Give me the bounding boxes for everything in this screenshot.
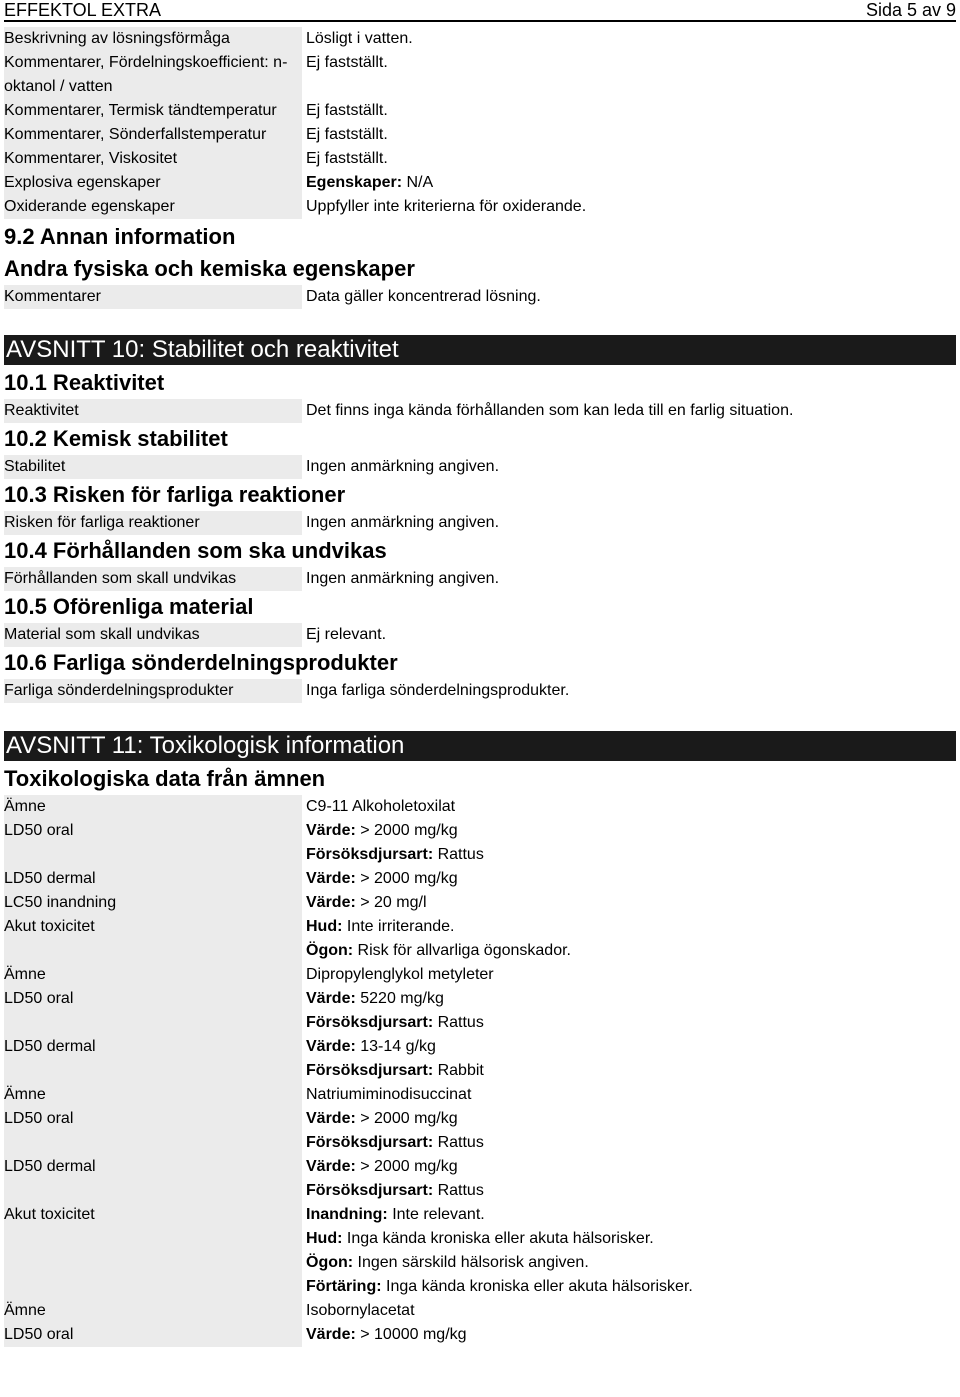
value-text: > 2000 mg/kg (355, 1158, 458, 1175)
toxicology-line (306, 1323, 956, 1347)
property-label: Risken för farliga reaktioner (4, 511, 302, 535)
toxicology-row (4, 1107, 956, 1155)
toxicology-line (306, 915, 956, 939)
property-row (4, 99, 956, 123)
property-label: Kommentarer, Termisk tändtemperatur (4, 99, 302, 123)
property-label: Farliga sönderdelningsprodukter (4, 679, 302, 703)
toxicology-value (306, 963, 956, 987)
toxicology-row (4, 1083, 956, 1107)
toxicology-label: LD50 dermal (4, 1035, 302, 1083)
property-row (4, 123, 956, 147)
property-row (4, 679, 956, 703)
value-text: Dipropylenglykol metyleter (306, 966, 494, 983)
value-key: Värde: (306, 1158, 356, 1175)
property-label: Explosiva egenskaper (4, 171, 302, 195)
subsection-heading: 10.1 Reaktivitet (4, 370, 165, 395)
value-text: > 2000 mg/kg (355, 822, 458, 839)
property-value: Ingen anmärkning angiven. (306, 570, 500, 587)
property-row (4, 147, 956, 171)
toxicology-row (4, 1155, 956, 1203)
value-key: Försöksdjursart: (306, 1182, 434, 1199)
value-key: Försöksdjursart: (306, 1134, 434, 1151)
toxicology-value (306, 1323, 956, 1347)
toxicology-line (306, 1275, 956, 1299)
subsection-heading: 10.6 Farliga sönderdelningsprodukter (4, 650, 398, 675)
value-text: Inga kända kroniska eller akuta hälsorisker. (381, 1278, 693, 1295)
toxicology-line (306, 1227, 956, 1251)
value-text: > 2000 mg/kg (355, 1110, 458, 1127)
property-row (4, 27, 956, 51)
toxicology-label: LD50 oral (4, 1323, 302, 1347)
toxicology-line (306, 1155, 956, 1179)
toxicology-line (306, 987, 956, 1011)
property-value: Ingen anmärkning angiven. (306, 514, 500, 531)
property-row (4, 195, 956, 219)
property-value: Det finns inga kända förhållanden som kan leda till en farlig situation. (306, 402, 794, 419)
property-row (4, 285, 956, 309)
toxicology-label: LD50 oral (4, 1107, 302, 1155)
subsection-heading: 10.2 Kemisk stabilitet (4, 426, 228, 451)
property-row (4, 171, 956, 195)
value-text: > 10000 mg/kg (355, 1326, 467, 1343)
property-row (4, 511, 956, 535)
toxicology-row (4, 1035, 956, 1083)
toxicology-line (306, 1083, 956, 1107)
property-value: Ingen anmärkning angiven. (306, 458, 500, 475)
toxicology-value (306, 1299, 956, 1323)
value-text: > 20 mg/l (355, 894, 427, 911)
toxicology-label: LD50 dermal (4, 867, 302, 891)
section-11-title: AVSNITT 11: Toxikologisk information (4, 731, 956, 761)
value-text: Lösligt i vatten. (306, 30, 413, 47)
toxicology-line (306, 1179, 956, 1203)
value-text: Uppfyller inte kriterierna för oxiderande. (306, 198, 587, 215)
page-header (4, 0, 956, 22)
toxicology-row (4, 891, 956, 915)
value-text: Isobornylacetat (306, 1302, 415, 1319)
value-text: C9-11 Alkoholetoxilat (306, 798, 456, 815)
value-text: Rabbit (433, 1062, 484, 1079)
property-value (306, 147, 956, 171)
toxicology-row (4, 795, 956, 819)
value-key: Inandning: (306, 1206, 388, 1223)
property-label: Stabilitet (4, 455, 302, 479)
toxicology-row (4, 867, 956, 891)
property-row (4, 623, 956, 647)
product-name: EFFEKTOL EXTRA (4, 0, 162, 20)
property-value (306, 171, 956, 195)
property-value: Ej relevant. (306, 626, 387, 643)
value-key: Ögon: (306, 1254, 354, 1271)
property-row (4, 399, 956, 423)
toxicology-label: LD50 dermal (4, 1155, 302, 1203)
toxicology-row (4, 963, 956, 987)
value-key: Värde: (306, 1110, 356, 1127)
value-text: Rattus (433, 1014, 484, 1031)
value-text: 13-14 g/kg (355, 1038, 436, 1055)
toxicology-label: Akut toxicitet (4, 915, 302, 963)
toxicology-line (306, 1035, 956, 1059)
property-value (306, 99, 956, 123)
value-text: Rattus (433, 1134, 484, 1151)
toxicology-value (306, 1107, 956, 1155)
toxicology-line (306, 1011, 956, 1035)
value-key: Hud: (306, 1230, 343, 1247)
property-label: Oxiderande egenskaper (4, 195, 302, 219)
toxicology-value (306, 795, 956, 819)
toxicology-row (4, 915, 956, 963)
value-text: N/A (402, 174, 434, 191)
toxicology-value (306, 1155, 956, 1203)
page-number: Sida 5 av 9 (865, 0, 956, 20)
toxicology-value (306, 1083, 956, 1107)
property-value (306, 123, 956, 147)
value-text: Ej fastställt. (306, 54, 388, 71)
value-text: Ingen särskild hälsorisk angiven. (353, 1254, 589, 1271)
toxicology-line (306, 1131, 956, 1155)
toxicology-line (306, 963, 956, 987)
value-text: Ej fastställt. (306, 150, 388, 167)
toxicology-label: Ämne (4, 963, 302, 987)
toxicology-label: Akut toxicitet (4, 1203, 302, 1299)
property-label: Kommentarer, Sönderfallstemperatur (4, 123, 302, 147)
subsection-heading: 10.5 Oförenliga material (4, 594, 254, 619)
document-body (4, 27, 956, 1347)
subsection-heading: 10.3 Risken för farliga reaktioner (4, 482, 346, 507)
toxicology-label: LC50 inandning (4, 891, 302, 915)
toxicology-value (306, 819, 956, 867)
value-key: Egenskaper: (306, 174, 403, 191)
toxicology-line (306, 1203, 956, 1227)
value-text: Inte irriterande. (342, 918, 455, 935)
value-key: Försöksdjursart: (306, 1062, 434, 1079)
property-row (4, 51, 956, 99)
property-label: Material som skall undvikas (4, 623, 302, 647)
property-label: Reaktivitet (4, 399, 302, 423)
value-key: Ögon: (306, 942, 354, 959)
property-value (306, 195, 956, 219)
value-text: Risk för allvarliga ögonskador. (353, 942, 571, 959)
toxicology-line (306, 795, 956, 819)
value-key: Värde: (306, 1326, 356, 1343)
toxicology-line (306, 1299, 956, 1323)
toxicology-line (306, 939, 956, 963)
value-key: Värde: (306, 990, 356, 1007)
property-value: Data gäller koncentrerad lösning. (306, 288, 541, 305)
toxicology-label: Ämne (4, 1299, 302, 1323)
toxicology-value (306, 915, 956, 963)
toxicology-value (306, 1035, 956, 1083)
toxicology-value (306, 987, 956, 1035)
toxicology-row (4, 1323, 956, 1347)
section-9-2-subheading: Andra fysiska och kemiska egenskaper (4, 256, 415, 281)
subsection-heading: 10.4 Förhållanden som ska undvikas (4, 538, 387, 563)
property-label: Kommentarer, Fördelningskoefficient: n-oktanol / vatten (4, 51, 302, 99)
toxicology-value (306, 1203, 956, 1299)
toxicology-value (306, 891, 956, 915)
property-value (306, 51, 956, 99)
value-text: Natriumiminodisuccinat (306, 1086, 472, 1103)
toxicology-line (306, 1059, 956, 1083)
toxicology-value (306, 867, 956, 891)
value-key: Värde: (306, 1038, 356, 1055)
toxicology-line (306, 1251, 956, 1275)
toxicology-line (306, 819, 956, 843)
section-11-subheading: Toxikologiska data från ämnen (4, 766, 326, 791)
toxicology-row (4, 1299, 956, 1323)
value-key: Försöksdjursart: (306, 846, 434, 863)
property-row (4, 455, 956, 479)
value-text: Ej fastställt. (306, 102, 388, 119)
property-label: Förhållanden som skall undvikas (4, 567, 302, 591)
property-label: Kommentarer, Viskositet (4, 147, 302, 171)
toxicology-row (4, 987, 956, 1035)
property-label: Beskrivning av lösningsförmåga (4, 27, 302, 51)
value-text: Inte relevant. (387, 1206, 485, 1223)
toxicology-label: LD50 oral (4, 819, 302, 867)
value-text: > 2000 mg/kg (355, 870, 458, 887)
property-label: Kommentarer (4, 285, 302, 309)
value-text: Ej fastställt. (306, 126, 388, 143)
toxicology-table (4, 795, 956, 1347)
toxicology-line (306, 891, 956, 915)
section-10-items (4, 367, 956, 703)
toxicology-line (306, 843, 956, 867)
toxicology-label: Ämne (4, 795, 302, 819)
toxicology-line (306, 867, 956, 891)
value-key: Förtäring: (306, 1278, 382, 1295)
value-text: 5220 mg/kg (355, 990, 444, 1007)
property-value: Inga farliga sönderdelningsprodukter. (306, 682, 570, 699)
toxicology-row (4, 819, 956, 867)
value-text: Rattus (433, 846, 484, 863)
value-key: Värde: (306, 894, 356, 911)
section-10-title: AVSNITT 10: Stabilitet och reaktivitet (4, 335, 956, 365)
value-key: Försöksdjursart: (306, 1014, 434, 1031)
section-9-properties (4, 27, 956, 219)
toxicology-row (4, 1203, 956, 1299)
value-key: Hud: (306, 918, 343, 935)
property-value (306, 27, 956, 51)
value-key: Värde: (306, 822, 356, 839)
value-key: Värde: (306, 870, 356, 887)
property-row (4, 567, 956, 591)
toxicology-label: LD50 oral (4, 987, 302, 1035)
toxicology-label: Ämne (4, 1083, 302, 1107)
section-9-2-heading: 9.2 Annan information (4, 224, 236, 249)
value-text: Inga kända kroniska eller akuta hälsorisker. (342, 1230, 654, 1247)
toxicology-line (306, 1107, 956, 1131)
value-text: Rattus (433, 1182, 484, 1199)
